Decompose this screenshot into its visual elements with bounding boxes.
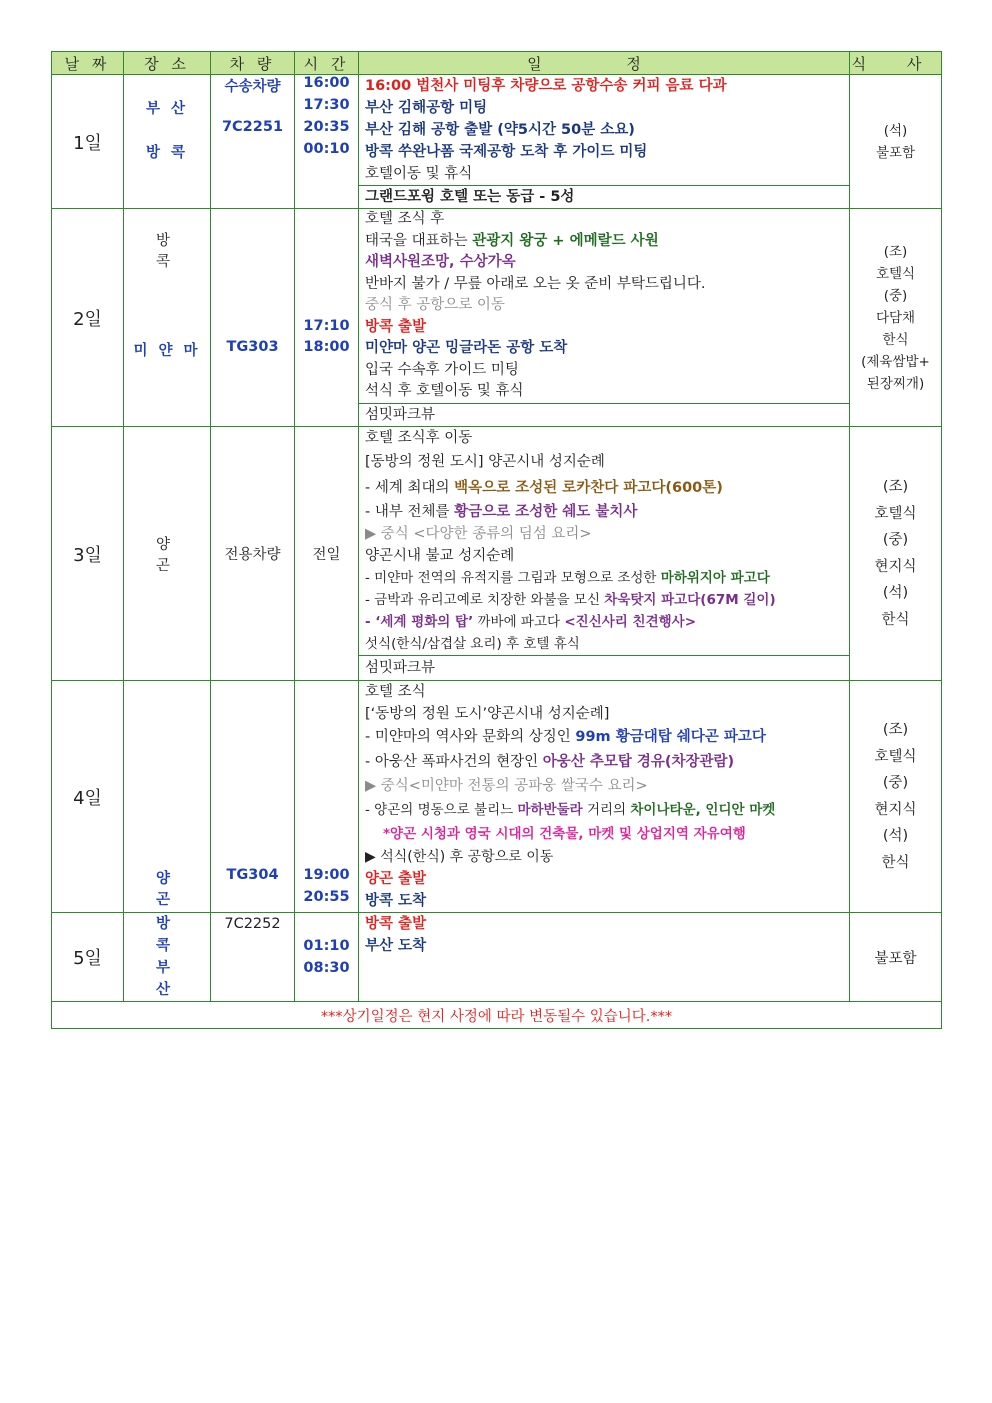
meal-line: 현지식	[874, 558, 917, 575]
schedule-highlight: 황금으로 조성한 쉐도 불치사	[454, 504, 638, 520]
meal-label: 불포함	[850, 913, 942, 1002]
vehicle-label: TG303	[226, 339, 279, 355]
time-label: 20:35	[303, 119, 350, 135]
schedule-text: - 금박과 유리고예로 치장한 와불을 모신	[365, 592, 600, 608]
time-cell	[295, 75, 359, 209]
time-label: 20:55	[303, 889, 350, 905]
header-row	[52, 52, 942, 75]
vehicle-label: 7C2251	[221, 119, 284, 135]
vehicle-label: 수송차량	[224, 79, 281, 95]
meal-line: 한식	[881, 611, 910, 628]
schedule-line: ▶ 중식 <다양한 종류의 딤섬 요리>	[365, 526, 592, 542]
schedule-highlight: 차이나타운, 인디안 마켓	[630, 802, 776, 818]
place-label: 방 콕	[155, 916, 188, 954]
schedule-line: 방콕 도착	[365, 893, 427, 909]
time-label: 17:10	[303, 318, 350, 334]
schedule-line: [‘동방의 정원 도시’양곤시내 성지순례]	[365, 706, 610, 722]
time-label: 19:00	[303, 867, 350, 883]
header-time: 시 간	[295, 52, 359, 75]
meal-line: 호텔식	[874, 748, 917, 765]
time-label: 전일	[295, 427, 359, 681]
meal-line: (석)	[883, 122, 908, 139]
footer-row	[52, 1002, 942, 1029]
schedule-line: 양곤 출발	[365, 871, 427, 887]
day-label: 5일	[52, 913, 124, 1002]
time-label: 08:30	[303, 960, 350, 976]
schedule-line	[365, 231, 849, 253]
time-label: 01:10	[303, 938, 350, 954]
schedule-cell	[359, 913, 850, 1002]
meal-line: (중)	[883, 287, 908, 304]
schedule-line	[365, 589, 849, 611]
schedule-highlight: 아웅산 추모탑 경유(차장관람)	[542, 754, 735, 770]
time-label: 18:00	[303, 339, 350, 355]
meal-cell	[850, 75, 942, 209]
header-place: 장 소	[124, 52, 211, 75]
place-label: 양 곤	[155, 871, 188, 908]
schedule-line: 새벽사원조망, 수상가옥	[365, 254, 516, 270]
schedule-cell	[359, 75, 850, 209]
vehicle-cell	[211, 75, 295, 209]
time-label: 00:10	[303, 141, 350, 157]
day-row-1	[52, 75, 942, 209]
vehicle-label: TG304	[226, 867, 279, 883]
place-cell	[124, 681, 211, 913]
schedule-line: ▶ 석식(한식) 후 공항으로 이동	[365, 849, 554, 865]
schedule-highlight: 관광지 왕궁 + 에메랄드 사원	[472, 232, 659, 249]
schedule-line	[365, 750, 849, 774]
schedule-highlight: 백옥으로 조성된 로카찬다 파고다(600톤)	[454, 480, 723, 496]
day-row-3	[52, 427, 942, 681]
header-vehicle: 차 량	[211, 52, 295, 75]
vehicle-label: 7C2252	[211, 913, 295, 1002]
schedule-line: 호텔 조식	[365, 684, 426, 700]
meal-line: (중)	[882, 532, 909, 548]
place-label: 방 콕	[145, 145, 189, 161]
schedule-line	[365, 798, 849, 822]
place-cell	[124, 75, 211, 209]
schedule-line: 입국 수속후 가이드 미팅	[365, 361, 519, 378]
meal-line: (제육쌈밥+	[861, 353, 930, 370]
time-label: 16:00	[303, 75, 350, 91]
time-cell	[295, 209, 359, 427]
schedule-line: 방콕 쑤완나폼 국제공항 도착 후 가이드 미팅	[365, 144, 648, 160]
schedule-line: 중식 후 공항으로 이동	[365, 297, 505, 313]
meal-line: (조)	[883, 243, 908, 260]
meal-line: (조)	[882, 722, 909, 738]
place-label: 부 산	[155, 960, 188, 998]
hotel-label: 섬밋파크뷰	[359, 655, 849, 680]
schedule-text: - 내부 전체를	[365, 504, 450, 520]
hotel-label: 섬밋파크뷰	[359, 403, 849, 426]
schedule-cell	[359, 681, 850, 913]
schedule-text: - 세계 최대의	[365, 480, 450, 496]
meal-line: (중)	[882, 775, 909, 791]
schedule-text: - 양곤의 명동으로 불리느	[365, 802, 514, 818]
schedule-line: 부산 김해 공항 출발 (약5시간 50분 소요)	[365, 122, 635, 138]
time-label: 17:30	[303, 97, 350, 113]
day-label: 1일	[52, 75, 124, 209]
schedule-line: *양곤 시청과 영국 시대의 건축물, 마켓 및 상업지역 자유여행	[383, 826, 746, 842]
hotel-label: 그랜드포윙 호텔 또는 동급 - 5성	[359, 185, 849, 208]
meal-line: 현지식	[874, 801, 917, 818]
schedule-text: - 아웅산 폭파사건의 현장인	[365, 754, 539, 770]
place-label: 미 얀 마	[133, 343, 201, 359]
schedule-line: 방콕 출발	[365, 318, 427, 335]
schedule-line: 방콕 출발	[365, 916, 427, 932]
schedule-line: [동방의 정원 도시] 양곤시내 성지순례	[365, 454, 605, 470]
schedule-line: 호텔이동 및 휴식	[365, 166, 473, 182]
schedule-text: 태국을 대표하는	[365, 232, 468, 249]
place-cell	[124, 913, 211, 1002]
schedule-line: 석식 후 호텔이동 및 휴식	[365, 383, 524, 399]
schedule-line	[365, 725, 849, 750]
vehicle-cell	[211, 209, 295, 427]
schedule-highlight: 마하반둘라	[517, 802, 583, 818]
schedule-line: 섯식(한식/삼겹살 요리) 후 호텔 휴식	[365, 636, 580, 652]
schedule-line: 부산 김해공항 미팅	[365, 100, 488, 116]
day-row-2	[52, 209, 942, 427]
schedule-line: 부산 도착	[365, 938, 427, 954]
day-label: 4일	[52, 681, 124, 913]
header-date: 날 짜	[52, 52, 124, 75]
day-label: 2일	[52, 209, 124, 427]
schedule-line	[365, 501, 849, 523]
schedule-cell	[359, 209, 850, 427]
schedule-highlight: <진신사리 친견행사>	[564, 614, 697, 630]
footer-note: ***상기일정은 현지 사정에 따라 변동될수 있습니다.***	[52, 1002, 942, 1029]
header-schedule: 일 정	[359, 52, 850, 75]
schedule-line	[365, 567, 849, 589]
day-row-5	[52, 913, 942, 1002]
schedule-line: 양곤시내 불교 성지순례	[365, 548, 515, 564]
schedule-line: 호텔 조식후 이동	[365, 430, 473, 446]
meal-line: 다담채	[875, 309, 916, 326]
schedule-line	[365, 611, 849, 633]
itinerary-table	[51, 51, 942, 1029]
time-cell	[295, 681, 359, 913]
meal-line: 호텔식	[875, 265, 916, 282]
schedule-line: 미얀마 양곤 밍글라돈 공항 도착	[365, 340, 568, 356]
place-cell	[124, 209, 211, 427]
time-cell	[295, 913, 359, 1002]
day-label: 3일	[52, 427, 124, 681]
schedule-text: - 미얀마의 역사와 문화의 상징인	[365, 729, 571, 745]
schedule-line: ▶ 중식<미얀마 전통의 공파웅 쌀국수 요리>	[365, 778, 648, 794]
schedule-line: 호텔 조식 후	[365, 211, 445, 227]
schedule-cell	[359, 427, 850, 681]
meal-line: 한식	[881, 854, 910, 871]
schedule-line	[365, 476, 849, 501]
schedule-text: 까바에 파고다	[477, 614, 561, 630]
schedule-line: 반바지 불가 / 무릎 아래로 오는 옷 준비 부탁드립니다.	[365, 275, 706, 292]
meal-cell	[850, 209, 942, 427]
meal-line: 불포함	[875, 144, 916, 161]
vehicle-label: 전용차량	[211, 427, 295, 681]
schedule-highlight: 차욱탓지 파고다(67M 길이)	[604, 592, 776, 608]
schedule-line: 16:00 법천사 미팅후 차량으로 공항수송 커피 음료 다과	[365, 78, 727, 94]
schedule-highlight: 마하위지아 파고다	[660, 570, 770, 586]
meal-line: (석)	[882, 585, 909, 601]
meal-line: 한식	[882, 331, 909, 348]
day-row-4	[52, 681, 942, 913]
schedule-highlight: 99m 황금대탑 쉐다곤 파고다	[575, 729, 766, 745]
schedule-text: 거리의	[586, 802, 627, 818]
place-label: 방 콕	[155, 233, 188, 270]
schedule-text: - 미얀마 전역의 유적지를 그림과 모형으로 조성한	[365, 570, 657, 586]
header-meal: 식 사	[850, 52, 942, 75]
meal-cell	[850, 681, 942, 913]
place-label: 부 산	[145, 101, 189, 117]
meal-cell	[850, 427, 942, 681]
vehicle-cell	[211, 681, 295, 913]
meal-line: (석)	[882, 828, 909, 844]
schedule-highlight: - ‘세계 평화의 탑’	[365, 614, 474, 630]
place-label: 양 곤	[124, 427, 211, 681]
meal-line: (조)	[882, 479, 909, 495]
meal-line: 된장찌개)	[866, 375, 925, 392]
meal-line: 호텔식	[874, 505, 917, 522]
